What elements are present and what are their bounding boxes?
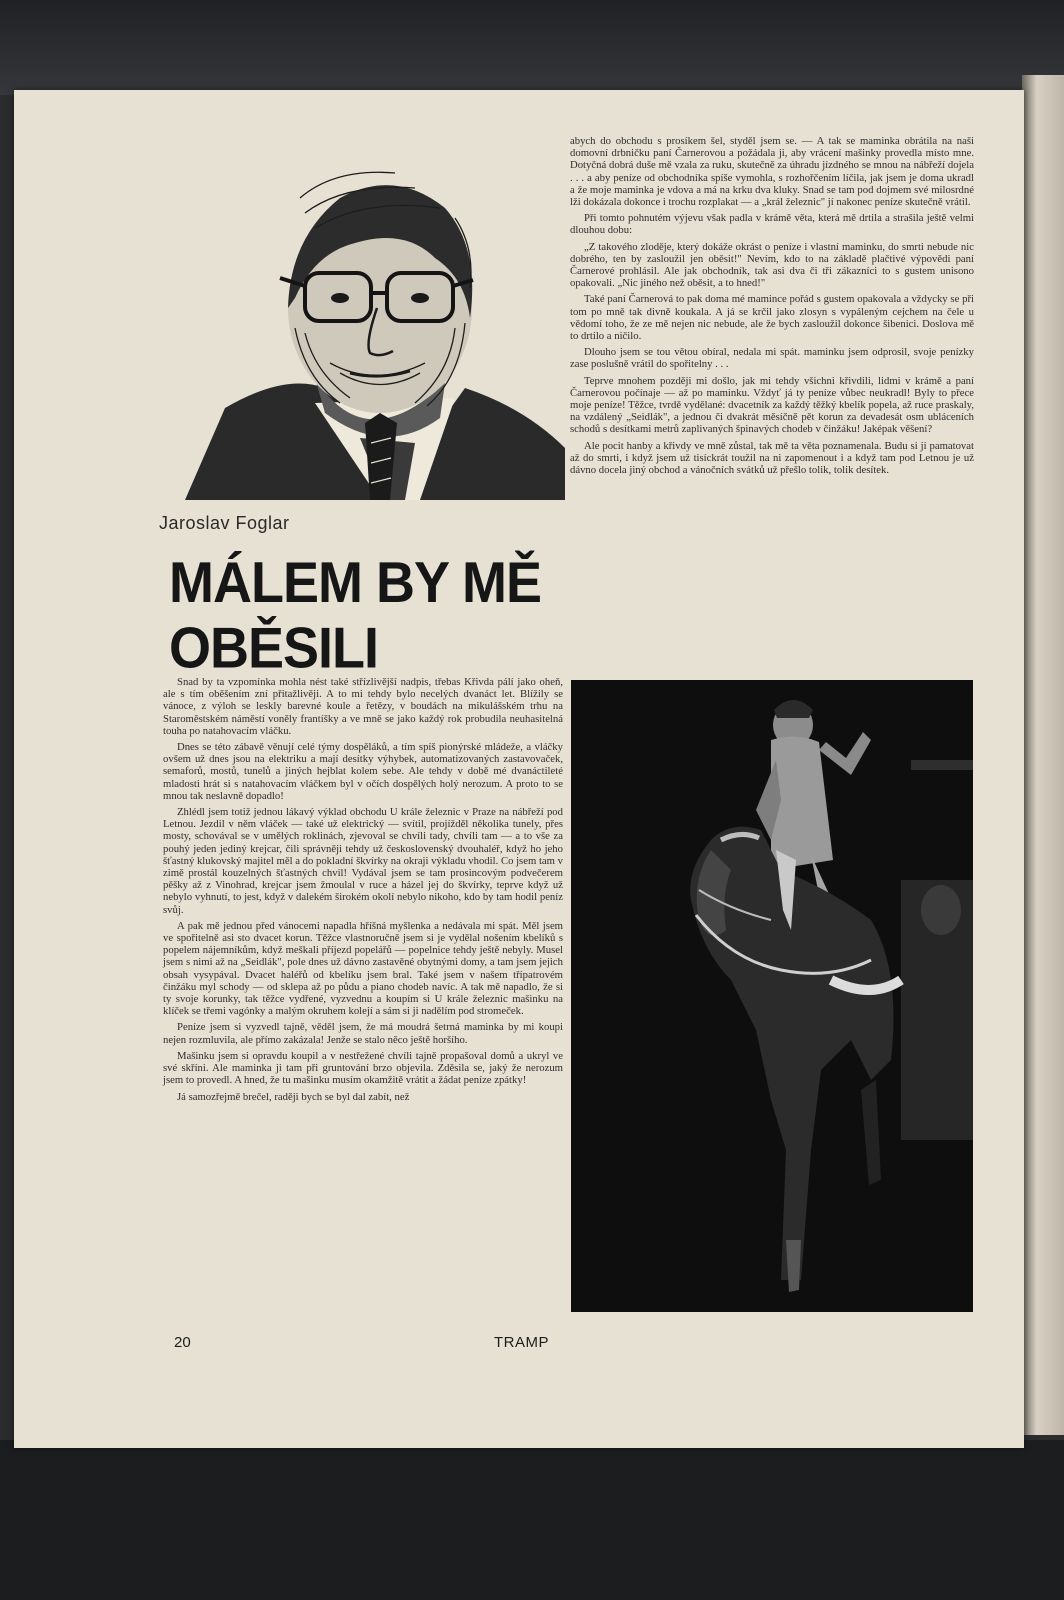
paragraph: Snad by ta vzpomínka mohla nést také střízlivější nadpis, třebas Křivda pálí jako oheň, ale s tím oběšením zní přitažlivěji. A to mi tehdy bylo necelých dvanáct let. Blížily se vánoce, z výloh se leskly barevné koule a řetězy, v boudách na mikulášském trhu na Staroměstském náměstí voněly frantíšky a ve mně se jako každý rok probudila neuhasitelná touha po natahovacím vláčku.: [163, 676, 563, 737]
article-body-left-column: [163, 676, 563, 1107]
author-name: Jaroslav Foglar: [159, 513, 290, 533]
paragraph: Teprve mnohem později mi došlo, jak mi tehdy všichni křivdili, lidmi v krámě a paní Čarnerovou počínaje — až po maminku. Vždyť já ty peníze vůbec neukradl! Byly to přece moje peníze! Těžce, tvrdě vydělané: dvacetník za každý těžký kbelík popela, až ruce praskaly, na vzdálený „Seidlák", a jednou či dvakrát měsíčně pět korun za devadesát osm ubláceních schodů s desítkami metrů zaplivaných špinavých chodeb v činžáku! Jaképak věšení?: [570, 374, 974, 436]
backdrop: [0, 0, 1064, 95]
paragraph: „Z takového zloděje, který dokáže okrást o peníze i vlastní maminku, do smrti nebude nic dobrého, ten by zasloužil jen oběsit!" Nevím, kdo to na základě plačtivé výpovědi paní Čarnerové prohlásil. Ale jak obchodník, tak asi dva či tři zákazníci to s gustem unisono opakovali. „Nic jiného než oběsit, a to hned!": [570, 240, 974, 290]
magazine-name: TRAMP: [494, 1334, 549, 1351]
paragraph: Peníze jsem si vyzvedl tajně, věděl jsem, že má moudrá šetrná maminka by mi koupi nejen rozmluvila, ale přímo zakázala! Jenže se stalo něco ještě horšího.: [163, 1021, 563, 1046]
headline-line-2: OBĚSILI: [169, 616, 379, 681]
next-page-edge: [1022, 75, 1064, 1435]
paragraph: Mašinku jsem si opravdu koupil a v nestřežené chvíli tajně propašoval domů a ukryl ve své skříni. Ale maminka ji tam při gruntování brzo objevila. Zděsila se, jaký že nerozum jsem to provedl. A hned, že tu mašinku musím okamžitě vrátit a žádat peníze zpátky!: [163, 1049, 563, 1087]
paragraph: Při tomto pohnutém výjevu však padla v krámě věta, která mě drtila a strašila ještě velmi dlouhou dobu:: [570, 212, 974, 237]
table-surface: [0, 1440, 1064, 1600]
paragraph: Já samozřejmě brečel, raději bych se byl dal zabít, než: [177, 1090, 410, 1103]
article-body-right-column: [570, 135, 974, 480]
paragraph: abych do obchodu s prosíkem šel, styděl jsem se. — A tak se maminka obrátila na naši domovní drbničku paní Čarnerovou a požádala ji, aby vrácení mašinky provedla místo mne. Dotyčná dobrá duše mě vzala za ruku, skutečně za úhradu jízdného se mnou na nábřeží dojela . . . a aby peníze od obchodníka spíše vymohla, s rozhořčením líčila, jak jsem je doma ukradl a že moje maminka je vdova a má na krku dva kluky. Snad se tam pod dojmem své milosrdné lži dokázala dokonce i trochu rozplakat — a „král železnic" jí nakonec peníze skutečně vrátil.: [570, 135, 974, 209]
paragraph: Dlouho jsem se tou větou obíral, nedala mi spát. maminku jsem odprosil, svoje penízky zase poslušně vrátil do spořitelny . . .: [570, 346, 974, 371]
author-portrait-illustration: [165, 158, 565, 500]
article-headline: [169, 550, 569, 681]
magazine-page: [14, 90, 1024, 1448]
paragraph: Také paní Čarnerová to pak doma mé mamince pořád s gustem opakovala a vždycky se při tom po mně tak divně koukala. A já se krčil jako zlosyn s vypáleným cejchem na čele u vědomí toho, že ze mě nejen nic nebude, ale že bych zasloužil dokonce šibenici. Doslova mě to drtilo a ničilo.: [570, 293, 974, 343]
paragraph: Dnes se této zábavě věnují celé týmy dospěláků, a tím spíš pionýrské mládeže, a vláčky ovšem už dnes jsou na elektriku a mají desítky výhybek, automatizovaných zastavovaček, semaforů, mostů, tunelů a jiných hejblat kolem sebe. Ale tehdy v době mé dvanáctileté mladosti hrát si s natahovacím vláčkem byl v očích dospělých holý nerozum. A proto to se mnou tak neslavně dopadlo!: [163, 741, 563, 802]
paragraph: Zhlédl jsem totiž jednou lákavý výklad obchodu U krále železnic v Praze na nábřeží pod Letnou. Jezdil v něm vláček — také už elektrický — svítil, projížděl několika tunely, přes mosty, schovával se v umělých roklinách, zjevoval se chvíli tady, chvíli tam — a to vše za pouhý jeden jediný krejcar, čili správněji tehdy už československý dvouhaléř, když ho jeho šťastný klukovský majitel měl a do pokladní škvírky na okraji výkladu vhodil. Co jsem tam v zimě prostál kouzelných šťastných chvil! Vydával jsem se tam prosincovým podvečerem pěšky až z Vinohrad, krejcar jsem žmoulal v ruce a házel jej do škvírky, teprve když už nebylo vyhnutí, to jest, když v dalekém širokém okolí nebylo nikoho, kdo by tam hodil peníz svůj.: [163, 806, 563, 916]
paragraph: Ale pocit hanby a křivdy ve mně zůstal, tak mě ta věta poznamenala. Budu si ji pamatovat až do smrti, i když jsem už tisíckrát toužil na ni zapomenout i a když tam pod Letnou je už dávno docela jiný obchod a vánočních svátků už přešlo tolik, tolik desítek.: [570, 439, 974, 477]
horse-rider-photo: [571, 680, 973, 1312]
paragraph: A pak mě jednou před vánocemi napadla hříšná myšlenka a nedávala mi spát. Měl jsem ve spořitelně asi sto dvacet korun. Těžce vlastnoručně jsem si je vydělal nošením kbelíků s popelem nájemníkům, když meškali příjezd popelářů — popelnice tehdy ještě nebyly. Musel jsem s nimi až na „Seidlák", pole dnes už dávno zastavěné obytnými domy, a tam jsem jejich obsah vysypával. Dvacet haléřů od kbelíku jsem bral. Také jsem v našem třípatrovém činžáku myl schody — od sklepa až po půdu a piano chodeb navíc. A tak mě napadlo, že si ty svoje korunky, tak těžce vydřené, vyzvednu a koupím si U krále železnic mašinku na klíček se třemi vagónky a malým okruhem kolejí a sám si ji nadělím pod stromeček.: [163, 919, 563, 1018]
headline-line-1: MÁLEM BY MĚ: [169, 551, 542, 615]
page-number: 20: [174, 1334, 191, 1351]
